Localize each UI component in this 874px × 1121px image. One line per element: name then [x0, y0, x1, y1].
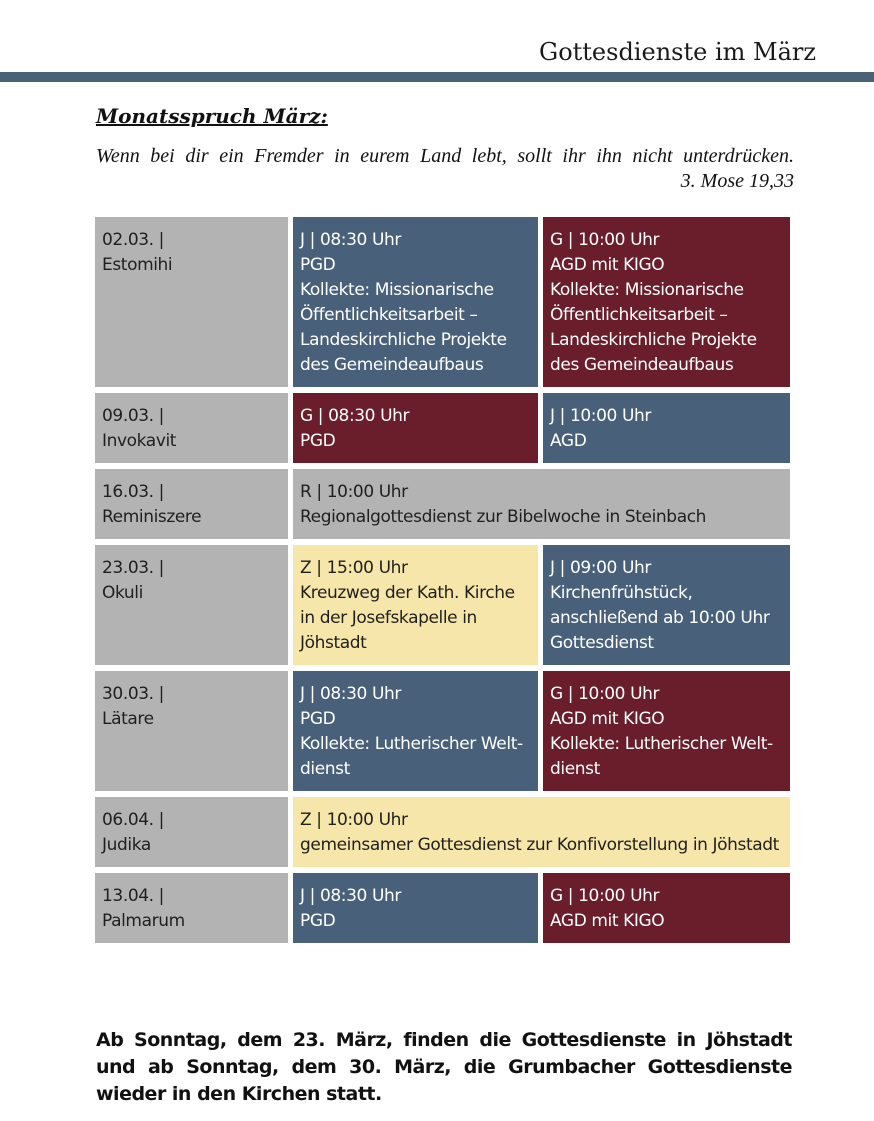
- service-detail: AGD mit KIGO: [550, 709, 665, 729]
- schedule-table: [95, 217, 790, 949]
- service-detail: Kollekte: Lutherischer Welt-: [300, 734, 523, 754]
- service-detail: Kollekte: Missionarische: [550, 280, 744, 300]
- service-time: J | 08:30 Uhr: [300, 230, 401, 250]
- sunday-name: Lätare: [102, 709, 154, 729]
- service-time: R | 10:00 Uhr: [300, 482, 408, 502]
- sunday-name: Okuli: [102, 583, 143, 603]
- service-cell-right: [543, 393, 790, 463]
- service-detail: AGD mit KIGO: [550, 911, 665, 931]
- service-detail: Landeskirchliche Projekte: [300, 330, 507, 350]
- service-detail: PGD: [300, 911, 336, 931]
- service-time: G | 08:30 Uhr: [300, 406, 410, 426]
- service-time: J | 10:00 Uhr: [550, 406, 651, 426]
- sunday-name: Estomihi: [102, 255, 173, 275]
- motto-text: [96, 144, 794, 169]
- service-detail: dienst: [300, 759, 350, 779]
- service-time: G | 10:00 Uhr: [550, 886, 660, 906]
- service-cell-left: [293, 545, 538, 665]
- motto-heading: Monatsspruch März:: [96, 104, 328, 128]
- service-cell-wide: [293, 797, 790, 867]
- service-detail: Kollekte: Lutherischer Welt-: [550, 734, 773, 754]
- service-detail: Kreuzweg der Kath. Kirche: [300, 583, 515, 603]
- sunday-name: Reminiszere: [102, 507, 202, 527]
- service-detail: des Gemeindeaufbaus: [300, 355, 484, 375]
- date-cell: [95, 671, 288, 791]
- date-label: 02.03. |: [102, 230, 165, 250]
- schedule-row: [95, 469, 790, 539]
- service-detail: Öffentlichkeitsarbeit –: [550, 305, 728, 325]
- date-cell: [95, 469, 288, 539]
- service-detail: Jöhstadt: [300, 633, 367, 653]
- service-detail: Kollekte: Missionarische: [300, 280, 494, 300]
- date-label: 09.03. |: [102, 406, 165, 426]
- service-detail: gemeinsamer Gottesdienst zur Konfivorstellung in Jöhstadt: [300, 835, 779, 855]
- service-time: Z | 15:00 Uhr: [300, 558, 408, 578]
- service-time: J | 09:00 Uhr: [550, 558, 651, 578]
- date-cell: [95, 797, 288, 867]
- schedule-row: [95, 393, 790, 463]
- service-time: G | 10:00 Uhr: [550, 684, 660, 704]
- date-cell: [95, 217, 288, 387]
- service-cell-left: [293, 393, 538, 463]
- date-label: 23.03. |: [102, 558, 165, 578]
- service-detail: in der Josefskapelle in: [300, 608, 477, 628]
- service-cell-right: [543, 545, 790, 665]
- schedule-row: [95, 545, 790, 665]
- service-cell-left: [293, 671, 538, 791]
- service-detail: PGD: [300, 431, 336, 451]
- date-label: 30.03. |: [102, 684, 165, 704]
- date-cell: [95, 393, 288, 463]
- service-cell-left: [293, 217, 538, 387]
- service-detail: PGD: [300, 709, 336, 729]
- date-cell: [95, 873, 288, 943]
- motto-reference: 3. Mose 19,33: [680, 170, 794, 192]
- service-time: Z | 10:00 Uhr: [300, 810, 408, 830]
- service-cell-left: [293, 873, 538, 943]
- service-cell-wide: [293, 469, 790, 539]
- service-time: G | 10:00 Uhr: [550, 230, 660, 250]
- service-detail: Regionalgottesdienst zur Bibelwoche in Steinbach: [300, 507, 707, 527]
- service-cell-right: [543, 873, 790, 943]
- service-detail: Landeskirchliche Projekte: [550, 330, 757, 350]
- service-detail: des Gemeindeaufbaus: [550, 355, 734, 375]
- date-label: 13.04. |: [102, 886, 165, 906]
- footer-note: Ab Sonntag, dem 23. März, finden die Gottesdienste in Jöhstadt und ab Sonntag, dem 30. März, die Grumbacher Gottesdienste wieder in den Kirchen statt.: [96, 1029, 792, 1105]
- schedule-row: [95, 671, 790, 791]
- service-detail: anschließend ab 10:00 Uhr: [550, 608, 770, 628]
- motto-verse: Wenn bei dir ein Fremder in eurem Land lebt, sollt ihr ihn nicht unterdrücken.: [96, 145, 794, 167]
- date-cell: [95, 545, 288, 665]
- service-detail: dienst: [550, 759, 600, 779]
- service-cell-right: [543, 671, 790, 791]
- schedule-row: [95, 797, 790, 867]
- service-cell-right: [543, 217, 790, 387]
- service-detail: AGD mit KIGO: [550, 255, 665, 275]
- service-time: J | 08:30 Uhr: [300, 886, 401, 906]
- date-label: 06.04. |: [102, 810, 165, 830]
- date-label: 16.03. |: [102, 482, 165, 502]
- service-detail: Öffentlichkeitsarbeit –: [300, 305, 478, 325]
- header-bar: [0, 72, 874, 82]
- sunday-name: Palmarum: [102, 911, 185, 931]
- schedule-row: [95, 873, 790, 943]
- service-detail: Kirchenfrühstück,: [550, 583, 693, 603]
- service-time: J | 08:30 Uhr: [300, 684, 401, 704]
- service-detail: PGD: [300, 255, 336, 275]
- schedule-row: [95, 217, 790, 387]
- service-detail: Gottesdienst: [550, 633, 654, 653]
- sunday-name: Judika: [102, 835, 151, 855]
- sunday-name: Invokavit: [102, 431, 177, 451]
- service-detail: AGD: [550, 431, 587, 451]
- page-title: Gottesdienste im März: [539, 38, 816, 66]
